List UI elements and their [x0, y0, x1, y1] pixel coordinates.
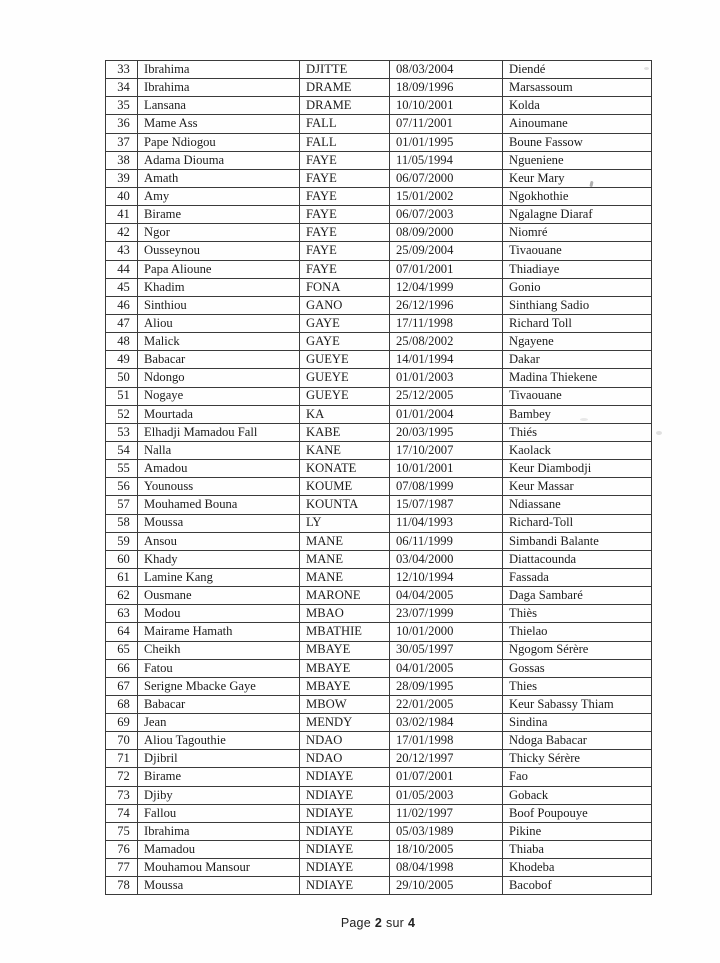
- cell-number: 41: [106, 206, 138, 224]
- cell-birth-place: Keur Diambodji: [503, 460, 652, 478]
- footer-page-number: 2: [374, 916, 383, 930]
- cell-first-name: Birame: [138, 768, 300, 786]
- table-row: [106, 278, 652, 296]
- cell-number: 72: [106, 768, 138, 786]
- cell-first-name: Ndongo: [138, 369, 300, 387]
- cell-last-name: MBOW: [300, 695, 390, 713]
- cell-birth-place: Keur Sabassy Thiam: [503, 695, 652, 713]
- cell-last-name: FAYE: [300, 224, 390, 242]
- cell-birth-date: 08/09/2000: [390, 224, 503, 242]
- table-row: [106, 550, 652, 568]
- cell-last-name: MBAYE: [300, 677, 390, 695]
- cell-first-name: Pape Ndiogou: [138, 133, 300, 151]
- cell-number: 35: [106, 97, 138, 115]
- cell-birth-date: 11/05/1994: [390, 151, 503, 169]
- cell-birth-date: 10/10/2001: [390, 97, 503, 115]
- cell-last-name: MBAYE: [300, 659, 390, 677]
- scan-artifact: [580, 418, 588, 421]
- cell-first-name: Ngor: [138, 224, 300, 242]
- cell-first-name: Papa Alioune: [138, 260, 300, 278]
- cell-last-name: MANE: [300, 532, 390, 550]
- cell-birth-date: 25/09/2004: [390, 242, 503, 260]
- cell-birth-place: Thies: [503, 677, 652, 695]
- cell-last-name: GANO: [300, 296, 390, 314]
- cell-birth-place: Tivaouane: [503, 242, 652, 260]
- table-row: [106, 623, 652, 641]
- table-row: [106, 387, 652, 405]
- cell-number: 73: [106, 786, 138, 804]
- cell-birth-date: 01/05/2003: [390, 786, 503, 804]
- cell-first-name: Khadim: [138, 278, 300, 296]
- cell-birth-place: Keur Mary: [503, 169, 652, 187]
- cell-number: 71: [106, 750, 138, 768]
- table-row: [106, 587, 652, 605]
- cell-number: 74: [106, 804, 138, 822]
- cell-first-name: Aliou: [138, 314, 300, 332]
- cell-first-name: Nalla: [138, 441, 300, 459]
- cell-first-name: Babacar: [138, 351, 300, 369]
- cell-first-name: Mame Ass: [138, 115, 300, 133]
- cell-first-name: Djiby: [138, 786, 300, 804]
- cell-number: 55: [106, 460, 138, 478]
- cell-first-name: Fatou: [138, 659, 300, 677]
- cell-last-name: GUEYE: [300, 351, 390, 369]
- cell-birth-date: 07/08/1999: [390, 478, 503, 496]
- cell-last-name: LY: [300, 514, 390, 532]
- table-row: [106, 314, 652, 332]
- cell-first-name: Lansana: [138, 97, 300, 115]
- cell-last-name: FAYE: [300, 169, 390, 187]
- cell-birth-place: Kaolack: [503, 441, 652, 459]
- cell-birth-place: Richard Toll: [503, 314, 652, 332]
- cell-birth-place: Thiès: [503, 605, 652, 623]
- cell-birth-place: Bacobof: [503, 877, 652, 895]
- cell-birth-place: Ngogom Sérère: [503, 641, 652, 659]
- table-row: [106, 133, 652, 151]
- table-row: [106, 242, 652, 260]
- cell-number: 49: [106, 351, 138, 369]
- scan-artifact: [644, 67, 649, 70]
- cell-number: 58: [106, 514, 138, 532]
- cell-last-name: KOUME: [300, 478, 390, 496]
- cell-last-name: NDIAYE: [300, 859, 390, 877]
- cell-last-name: FALL: [300, 133, 390, 151]
- cell-number: 68: [106, 695, 138, 713]
- cell-first-name: Mamadou: [138, 841, 300, 859]
- cell-first-name: Djibril: [138, 750, 300, 768]
- table-row: [106, 260, 652, 278]
- cell-birth-date: 15/01/2002: [390, 187, 503, 205]
- cell-last-name: NDAO: [300, 732, 390, 750]
- table-row: [106, 804, 652, 822]
- footer-separator: sur: [386, 916, 404, 930]
- cell-first-name: Amy: [138, 187, 300, 205]
- table-row: [106, 877, 652, 895]
- cell-birth-place: Ngayene: [503, 333, 652, 351]
- cell-first-name: Mourtada: [138, 405, 300, 423]
- cell-birth-date: 10/01/2001: [390, 460, 503, 478]
- table-row: [106, 369, 652, 387]
- cell-number: 56: [106, 478, 138, 496]
- cell-birth-date: 06/11/1999: [390, 532, 503, 550]
- cell-number: 42: [106, 224, 138, 242]
- cell-number: 64: [106, 623, 138, 641]
- cell-birth-date: 18/09/1996: [390, 79, 503, 97]
- table-row: [106, 115, 652, 133]
- cell-birth-place: Thicky Sérère: [503, 750, 652, 768]
- cell-birth-date: 30/05/1997: [390, 641, 503, 659]
- cell-birth-date: 28/09/1995: [390, 677, 503, 695]
- cell-number: 59: [106, 532, 138, 550]
- cell-birth-place: Ainoumane: [503, 115, 652, 133]
- cell-number: 39: [106, 169, 138, 187]
- cell-last-name: FALL: [300, 115, 390, 133]
- table-row: [106, 532, 652, 550]
- cell-number: 53: [106, 423, 138, 441]
- table-row: [106, 423, 652, 441]
- table-row: [106, 659, 652, 677]
- cell-number: 51: [106, 387, 138, 405]
- cell-first-name: Moussa: [138, 877, 300, 895]
- cell-last-name: FAYE: [300, 242, 390, 260]
- cell-last-name: NDIAYE: [300, 877, 390, 895]
- cell-number: 52: [106, 405, 138, 423]
- cell-number: 33: [106, 61, 138, 79]
- cell-first-name: Ousmane: [138, 587, 300, 605]
- cell-birth-place: Dakar: [503, 351, 652, 369]
- cell-last-name: NDIAYE: [300, 786, 390, 804]
- cell-birth-place: Kolda: [503, 97, 652, 115]
- table-row: [106, 478, 652, 496]
- table-row: [106, 605, 652, 623]
- cell-first-name: Ibrahima: [138, 79, 300, 97]
- cell-birth-place: Boof Poupouye: [503, 804, 652, 822]
- cell-number: 50: [106, 369, 138, 387]
- cell-birth-date: 11/04/1993: [390, 514, 503, 532]
- cell-number: 45: [106, 278, 138, 296]
- cell-last-name: GAYE: [300, 314, 390, 332]
- cell-birth-place: Marsassoum: [503, 79, 652, 97]
- roster-table: [105, 60, 652, 895]
- cell-last-name: MARONE: [300, 587, 390, 605]
- scan-artifact: [656, 431, 662, 435]
- cell-birth-date: 01/01/2003: [390, 369, 503, 387]
- cell-birth-place: Diattacounda: [503, 550, 652, 568]
- cell-last-name: MANE: [300, 568, 390, 586]
- cell-last-name: MBAO: [300, 605, 390, 623]
- table-row: [106, 61, 652, 79]
- cell-birth-date: 23/07/1999: [390, 605, 503, 623]
- cell-birth-date: 08/04/1998: [390, 859, 503, 877]
- cell-birth-place: Madina Thiekene: [503, 369, 652, 387]
- cell-birth-place: Thielao: [503, 623, 652, 641]
- cell-birth-date: 11/02/1997: [390, 804, 503, 822]
- cell-last-name: KOUNTA: [300, 496, 390, 514]
- cell-number: 65: [106, 641, 138, 659]
- cell-number: 57: [106, 496, 138, 514]
- cell-last-name: KONATE: [300, 460, 390, 478]
- cell-first-name: Ibrahima: [138, 822, 300, 840]
- cell-last-name: GUEYE: [300, 387, 390, 405]
- cell-last-name: MANE: [300, 550, 390, 568]
- cell-number: 76: [106, 841, 138, 859]
- cell-birth-place: Ngokhothie: [503, 187, 652, 205]
- cell-first-name: Mouhamou Mansour: [138, 859, 300, 877]
- cell-birth-place: Richard-Toll: [503, 514, 652, 532]
- cell-last-name: NDIAYE: [300, 804, 390, 822]
- cell-birth-date: 15/07/1987: [390, 496, 503, 514]
- table-row: [106, 714, 652, 732]
- cell-birth-date: 07/11/2001: [390, 115, 503, 133]
- cell-birth-place: Diendé: [503, 61, 652, 79]
- cell-birth-date: 01/01/1995: [390, 133, 503, 151]
- cell-first-name: Ousseynou: [138, 242, 300, 260]
- table-body: [106, 61, 652, 895]
- cell-first-name: Fallou: [138, 804, 300, 822]
- cell-last-name: NDIAYE: [300, 841, 390, 859]
- cell-last-name: NDIAYE: [300, 822, 390, 840]
- cell-last-name: FAYE: [300, 187, 390, 205]
- cell-birth-place: Daga Sambaré: [503, 587, 652, 605]
- cell-birth-date: 25/08/2002: [390, 333, 503, 351]
- cell-number: 36: [106, 115, 138, 133]
- cell-birth-date: 26/12/1996: [390, 296, 503, 314]
- cell-number: 63: [106, 605, 138, 623]
- cell-first-name: Adama Diouma: [138, 151, 300, 169]
- cell-number: 40: [106, 187, 138, 205]
- cell-first-name: Serigne Mbacke Gaye: [138, 677, 300, 695]
- table-row: [106, 568, 652, 586]
- cell-birth-date: 17/11/1998: [390, 314, 503, 332]
- cell-first-name: Jean: [138, 714, 300, 732]
- cell-last-name: FAYE: [300, 260, 390, 278]
- cell-last-name: GAYE: [300, 333, 390, 351]
- table-row: [106, 169, 652, 187]
- cell-number: 54: [106, 441, 138, 459]
- cell-number: 48: [106, 333, 138, 351]
- cell-birth-date: 18/10/2005: [390, 841, 503, 859]
- table-row: [106, 641, 652, 659]
- cell-number: 66: [106, 659, 138, 677]
- cell-birth-date: 03/02/1984: [390, 714, 503, 732]
- cell-birth-date: 07/01/2001: [390, 260, 503, 278]
- cell-birth-place: Niomré: [503, 224, 652, 242]
- cell-first-name: Moussa: [138, 514, 300, 532]
- cell-birth-date: 06/07/2000: [390, 169, 503, 187]
- cell-birth-place: Tivaouane: [503, 387, 652, 405]
- cell-last-name: NDIAYE: [300, 768, 390, 786]
- cell-number: 62: [106, 587, 138, 605]
- cell-birth-place: Gossas: [503, 659, 652, 677]
- cell-birth-date: 12/04/1999: [390, 278, 503, 296]
- cell-number: 43: [106, 242, 138, 260]
- cell-birth-place: Thiés: [503, 423, 652, 441]
- table-row: [106, 677, 652, 695]
- cell-birth-place: Boune Fassow: [503, 133, 652, 151]
- cell-birth-place: Ndoga Babacar: [503, 732, 652, 750]
- cell-birth-date: 06/07/2003: [390, 206, 503, 224]
- cell-birth-date: 01/07/2001: [390, 768, 503, 786]
- cell-birth-date: 10/01/2000: [390, 623, 503, 641]
- cell-first-name: Nogaye: [138, 387, 300, 405]
- cell-last-name: NDAO: [300, 750, 390, 768]
- cell-last-name: KANE: [300, 441, 390, 459]
- cell-number: 60: [106, 550, 138, 568]
- cell-birth-date: 04/01/2005: [390, 659, 503, 677]
- cell-birth-place: Khodeba: [503, 859, 652, 877]
- cell-birth-place: Pikine: [503, 822, 652, 840]
- cell-birth-place: Ngalagne Diaraf: [503, 206, 652, 224]
- table-row: [106, 514, 652, 532]
- cell-last-name: DRAME: [300, 79, 390, 97]
- cell-last-name: FAYE: [300, 206, 390, 224]
- cell-birth-place: Fassada: [503, 568, 652, 586]
- table-row: [106, 786, 652, 804]
- cell-number: 77: [106, 859, 138, 877]
- cell-birth-place: Sindina: [503, 714, 652, 732]
- cell-first-name: Khady: [138, 550, 300, 568]
- cell-birth-date: 08/03/2004: [390, 61, 503, 79]
- cell-birth-place: Bambey: [503, 405, 652, 423]
- cell-first-name: Cheikh: [138, 641, 300, 659]
- cell-birth-date: 03/04/2000: [390, 550, 503, 568]
- table-row: [106, 151, 652, 169]
- cell-first-name: Younouss: [138, 478, 300, 496]
- table-row: [106, 768, 652, 786]
- cell-last-name: KA: [300, 405, 390, 423]
- cell-first-name: Mouhamed Bouna: [138, 496, 300, 514]
- cell-first-name: Amath: [138, 169, 300, 187]
- cell-birth-date: 25/12/2005: [390, 387, 503, 405]
- cell-birth-date: 29/10/2005: [390, 877, 503, 895]
- cell-number: 67: [106, 677, 138, 695]
- cell-last-name: FAYE: [300, 151, 390, 169]
- cell-first-name: Malick: [138, 333, 300, 351]
- cell-number: 78: [106, 877, 138, 895]
- cell-last-name: DJITTE: [300, 61, 390, 79]
- table-row: [106, 695, 652, 713]
- cell-birth-place: Gonio: [503, 278, 652, 296]
- cell-birth-date: 17/10/2007: [390, 441, 503, 459]
- cell-birth-date: 05/03/1989: [390, 822, 503, 840]
- table-row: [106, 732, 652, 750]
- cell-birth-date: 17/01/1998: [390, 732, 503, 750]
- page-footer: [105, 916, 651, 930]
- table-row: [106, 822, 652, 840]
- table-row: [106, 859, 652, 877]
- cell-last-name: MBATHIE: [300, 623, 390, 641]
- cell-first-name: Babacar: [138, 695, 300, 713]
- cell-number: 34: [106, 79, 138, 97]
- cell-first-name: Ansou: [138, 532, 300, 550]
- cell-last-name: FONA: [300, 278, 390, 296]
- cell-first-name: Sinthiou: [138, 296, 300, 314]
- cell-birth-date: 20/03/1995: [390, 423, 503, 441]
- cell-number: 70: [106, 732, 138, 750]
- table-row: [106, 405, 652, 423]
- cell-birth-place: Ndiassane: [503, 496, 652, 514]
- cell-birth-place: Fao: [503, 768, 652, 786]
- cell-birth-date: 12/10/1994: [390, 568, 503, 586]
- table-row: [106, 296, 652, 314]
- cell-number: 46: [106, 296, 138, 314]
- table-row: [106, 496, 652, 514]
- cell-first-name: Birame: [138, 206, 300, 224]
- cell-number: 75: [106, 822, 138, 840]
- table-row: [106, 333, 652, 351]
- table-row: [106, 224, 652, 242]
- cell-last-name: DRAME: [300, 97, 390, 115]
- cell-first-name: Aliou Tagouthie: [138, 732, 300, 750]
- footer-page-label: Page: [340, 916, 371, 930]
- table-row: [106, 79, 652, 97]
- cell-birth-place: Keur Massar: [503, 478, 652, 496]
- cell-number: 69: [106, 714, 138, 732]
- cell-last-name: KABE: [300, 423, 390, 441]
- table-row: [106, 441, 652, 459]
- table-row: [106, 460, 652, 478]
- cell-number: 38: [106, 151, 138, 169]
- cell-birth-date: 20/12/1997: [390, 750, 503, 768]
- cell-number: 44: [106, 260, 138, 278]
- cell-birth-date: 22/01/2005: [390, 695, 503, 713]
- cell-birth-date: 01/01/2004: [390, 405, 503, 423]
- cell-birth-place: Ngueniene: [503, 151, 652, 169]
- cell-birth-date: 14/01/1994: [390, 351, 503, 369]
- footer-total-pages: 4: [407, 916, 416, 930]
- cell-birth-place: Simbandi Balante: [503, 532, 652, 550]
- cell-number: 47: [106, 314, 138, 332]
- cell-first-name: Ibrahima: [138, 61, 300, 79]
- cell-birth-date: 04/04/2005: [390, 587, 503, 605]
- cell-birth-place: Thiadiaye: [503, 260, 652, 278]
- table-row: [106, 187, 652, 205]
- cell-first-name: Mairame Hamath: [138, 623, 300, 641]
- cell-birth-place: Thiaba: [503, 841, 652, 859]
- table-row: [106, 351, 652, 369]
- cell-birth-place: Sinthiang Sadio: [503, 296, 652, 314]
- cell-last-name: MBAYE: [300, 641, 390, 659]
- cell-first-name: Amadou: [138, 460, 300, 478]
- cell-last-name: GUEYE: [300, 369, 390, 387]
- cell-number: 37: [106, 133, 138, 151]
- table-row: [106, 750, 652, 768]
- cell-first-name: Modou: [138, 605, 300, 623]
- cell-first-name: Lamine Kang: [138, 568, 300, 586]
- cell-birth-place: Goback: [503, 786, 652, 804]
- cell-number: 61: [106, 568, 138, 586]
- table-row: [106, 841, 652, 859]
- cell-last-name: MENDY: [300, 714, 390, 732]
- table-row: [106, 97, 652, 115]
- cell-first-name: Elhadji Mamadou Fall: [138, 423, 300, 441]
- table-row: [106, 206, 652, 224]
